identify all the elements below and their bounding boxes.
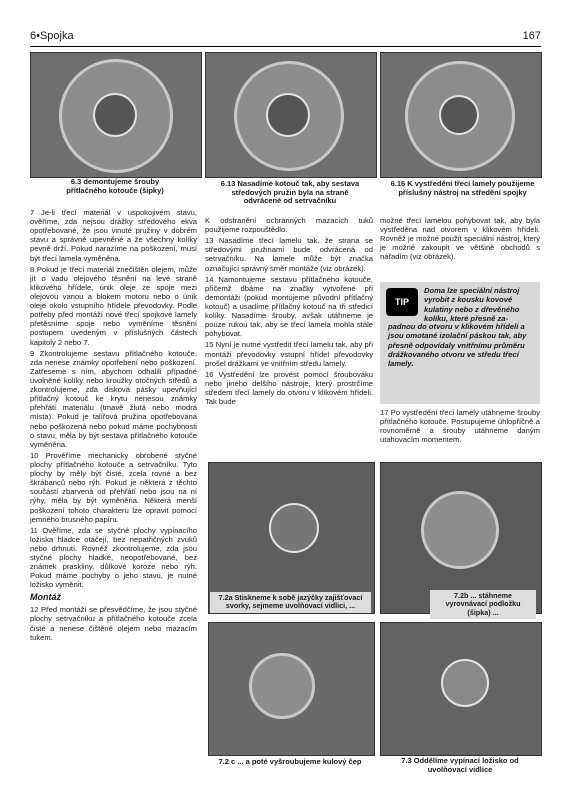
paragraph-13: 13 Nasadíme třecí lamelu tak, že strana se středovými pružinami bude odvrácená od setrvačníku. Na lamele může být značka označující správný směr montáže (viz obrázek). [205,236,373,273]
paragraph-8: 8 Pokud je třecí materiál znečištěn olejem, může jít o vadu olejového těsnění na levé straně klikového hřídele, únik oleje ze spoje mezi olejovou vanou a blokem motoru nebo o únik oleje okolo vstupního hřídele převodovky. Podle potřeby před montáží nové třecí spojkové lamely přetěsníme spoje nebo vyměníme těsnění postupem uvedeným v příslušných částech kapitoly 2 nebo 7. [30,264,197,347]
photo-7-2c [208,622,375,756]
paragraph-10: 10 Prověříme mechanicky obrobené styčné plochy přítlačného kotouče a setrvačníku. Tyto plochy by měly být čisté, zcela rovné a bez škrábanců nebo rýh. Pokud je některá z těchto součástí zbarvená od přehřátí nebo jsou na ní rýhy, měla by být vyměněna. Některá menší poškození tohoto charakteru lze opravit pomocí jemného brusného papíru. [30,450,197,524]
photo-6-16 [380,52,542,178]
tip-badge: TIP [386,288,418,316]
page-number: 167 [522,30,541,42]
section-title: 6•Spojka [30,30,74,42]
caption-6-13: 6.13 Nasadíme kotouč tak, aby sestava středových pružin byla na straně odvrácené od setrvačníku [220,179,360,206]
text-column-1 [30,208,197,644]
section-heading: Montáž [30,592,61,603]
photo-6-13 [205,52,377,178]
header-rule [30,46,541,47]
text-column-3 [380,216,540,264]
paragraph-16: 16 Vystředění lze provést pomocí šroubováku nebo jiného delšího nástroje, který prostrčíme středem třecí lamely do otvoru v klikovém hřídeli. Tak bude [205,369,373,407]
paragraph-cont: K odstranění ochranných mazacích tuků použijeme rozpouštědlo. [205,216,373,235]
caption-6-3: 6.3 demontujeme šrouby přítlačného kotouče (šipky) [66,177,164,195]
caption-6-16: 6.16 K vystředění třecí lamely použijeme příslušný nástroj na středění spojky [390,179,535,197]
paragraph-9: 9 Zkontrolujeme sestavu přítlačného kotouče, zda nenese známky opotřebení nebo poškození. Zatřeseme s ním, abychom odhalili případné uvolněné kolíky nebo kroužky otočných středů a zkontrolujeme, zda disková pásky upevňující přítlačný kotouč ke krytu nenesou známky přehřátí materiálu (tmavě žlutá nebo modrá místa). Pokud je talířová pružina opotřebovaná nebo poškozená nebo pokud máme pochybnosti o stavu, měla by být sestava přítlačného kotouče vyměněna. [30,348,197,449]
caption-7-2c: 7.2 c ... a poté vyšroubujeme kulový čep [218,757,362,766]
paragraph-15: 15 Nyní je nutné vystředit třecí lamelu tak, aby při montáži převodovky vstupní hřídel převodovky prošel drážkami ve vnitřním středu lamely. [205,340,373,368]
paragraph-14: 14 Namontujeme sestavu přítlačného kotouče, přičemž dbáme na značky vytvořené při demontáži (pokud montujeme původní přítlačný kotouč) a usadíme přítlačný kotouč na tři středicí kolíky. Nasadíme šrouby, avšak utáhneme je pouze rukou tak, aby se třecí lamela mohla stále pohybovat. [205,274,373,339]
paragraph-11: 11 Ověříme, zda se styčné plochy vypínacího ložiska hladce otáčejí, bez nepatřičných zvuků nebo drhnutí. Rovněž zkontrolujeme, zda jsou styčné plochy hladké, neopotřebované, bez známek praskliny, důlkové koroze nebo rýh. Pokud máme pochyby o jeho stavu, je nutné ložisko vyměnit. [30,525,197,590]
photo-6-3 [30,52,202,178]
tip-text-1: Doma lze speciální nástroj vyrobit z kousku kovové kulatiny nebo z dřevěného kolíku, které přesně za- [424,286,520,323]
caption-7-2a: 7.2a Stiskneme k sobě jazýčky zajišťovací svorky, sejmeme uvolňovací vidlici, ... [210,592,371,613]
caption-7-3: 7.3 Oddělíme vypínací ložisko od uvolňovací vidlice [401,756,519,774]
paragraph-17: 17 Po vystředění třecí lamely utáhneme šrouby přítlačného kotouče. Postupujeme úhlopříčně a rovnoměrně a šrouby utáhneme daným utahovacím momentem. [380,408,540,445]
paragraph-cont-3: možné třecí lamelou pohybovat tak, aby byla vystředěna nad otvorem v klikovém hřídeli. Rovněž je možné použít speciální nástroj, který je možné zakoupit ve většině obchodů s nářadím (viz obrázek). [380,216,540,262]
photo-7-3 [380,622,542,756]
tip-box [380,282,540,404]
text-column-2 [205,216,373,408]
paragraph-17-wrap [380,408,540,446]
caption-7-2b: 7.2b ... stáhneme vyrovnávací podložku (šipka) ... [430,590,536,619]
tip-text-2: padnou do otvoru v klikovém hřídeli a jsou omotané izolační páskou tak, aby přesně odpovídaly vnitřnímu průměru drážkovaného otvoru ve středu třecí lamely. [388,322,527,368]
paragraph-7: 7 Je-li třecí materiál v uspokojivém stavu, ověříme, zda nejsou drážky středového ekva opotřebované, že jsou vinuté pružiny v dobrém stavu a správně upevněné a že všechny kolíky pevně drží. Pokud narazíme na poškození, musí být třecí lamela vyměněna. [30,208,197,263]
paragraph-12: 12 Před montáží se přesvědčíme, že jsou styčné plochy setrvačníku a přítlačného kotouče zcela čisté a nenese čištěné olejem nebo mazacím tukem. [30,605,197,642]
